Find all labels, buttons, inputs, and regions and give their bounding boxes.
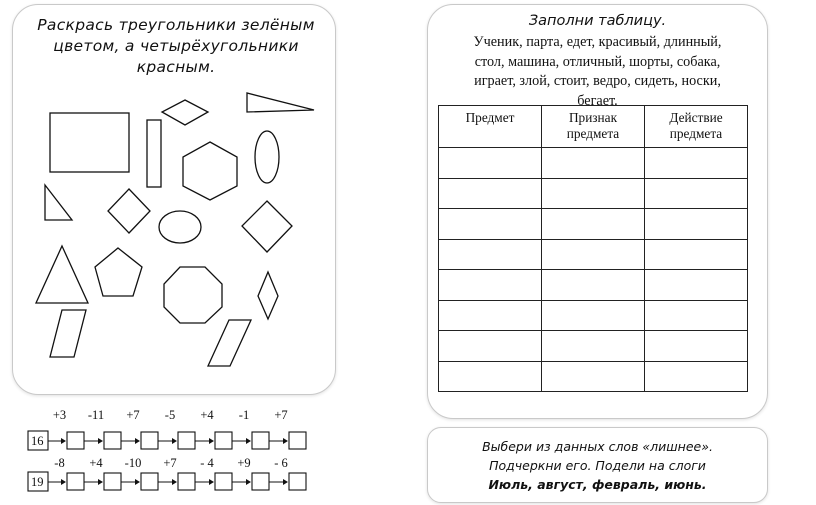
odd-word-list: Июль, август, февраль, июнь. [488,477,707,492]
chain-answer-box[interactable] [178,432,195,449]
arrow-head-icon [61,479,66,485]
chain-answer-box[interactable] [215,432,232,449]
header-attribute: Признак предмета [542,106,645,148]
chain-answer-box[interactable] [104,432,121,449]
arrow-head-icon [283,438,288,444]
number-chain [28,408,306,450]
odd-word-line-2: Подчеркни его. Подели на слоги [489,458,706,473]
chain-operation: -1 [238,408,250,422]
chain-operation: +7 [126,408,140,422]
odd-word-line-1: Выбери из данных слов «лишнее». [482,439,713,454]
chain-operation: +9 [237,456,251,470]
chain-answer-box[interactable] [178,473,195,490]
chain-answer-box[interactable] [289,473,306,490]
title-line-1: Раскрась треугольники зелёным [37,16,315,34]
arrow-head-icon [246,479,251,485]
arrow-head-icon [135,479,140,485]
chain-operation: +7 [274,408,288,422]
chain-answer-box[interactable] [67,432,84,449]
arrow-head-icon [61,438,66,444]
chain-answer-box[interactable] [141,473,158,490]
word-list-line-1: Ученик, парта, едет, красивый, длинный, [473,34,722,50]
chain-start-number: 19 [31,475,44,489]
title-line-2: цветом, а четырёхугольники [53,37,299,55]
chain-answer-box[interactable] [104,473,121,490]
chain-operation: -5 [164,408,176,422]
header-object: Предмет [439,106,542,148]
chain-answer-box[interactable] [289,432,306,449]
arrow-head-icon [283,479,288,485]
arrow-head-icon [246,438,251,444]
word-list-line-3: играет, злой, стоит, ведро, сидеть, носки, [474,73,721,89]
chain-operation: +3 [52,408,67,422]
chain-answer-box[interactable] [141,432,158,449]
chain-operation: - 4 [200,456,214,470]
word-list-line-2: стол, машина, отличный, шорты, собака, [474,53,721,70]
arrow-head-icon [98,438,103,444]
arrow-head-icon [98,479,103,485]
chain-answer-box[interactable] [215,473,232,490]
chain-answer-box[interactable] [67,473,84,490]
arrow-head-icon [172,438,177,444]
header-action: Действие предмета [645,106,748,148]
chain-operation: +4 [200,408,214,422]
chain-operation: +7 [163,456,177,470]
chain-operation: -8 [54,456,65,470]
chain-operation: +4 [89,456,103,470]
title-line-3: красным. [136,58,216,76]
chain-operation: -10 [124,456,142,470]
arrow-head-icon [172,479,177,485]
chain-answer-box[interactable] [252,473,269,490]
arrow-head-icon [209,479,214,485]
chain-operation: - 6 [274,456,288,470]
word-list-line-4: бегает. [577,92,618,109]
arrow-head-icon [209,438,214,444]
chain-start-number: 16 [31,434,44,448]
chain-answer-box[interactable] [252,432,269,449]
number-chain [28,456,306,491]
table-task-title: Заполни таблицу. [528,13,667,29]
chain-operation: -11 [87,408,105,422]
arrow-head-icon [135,438,140,444]
